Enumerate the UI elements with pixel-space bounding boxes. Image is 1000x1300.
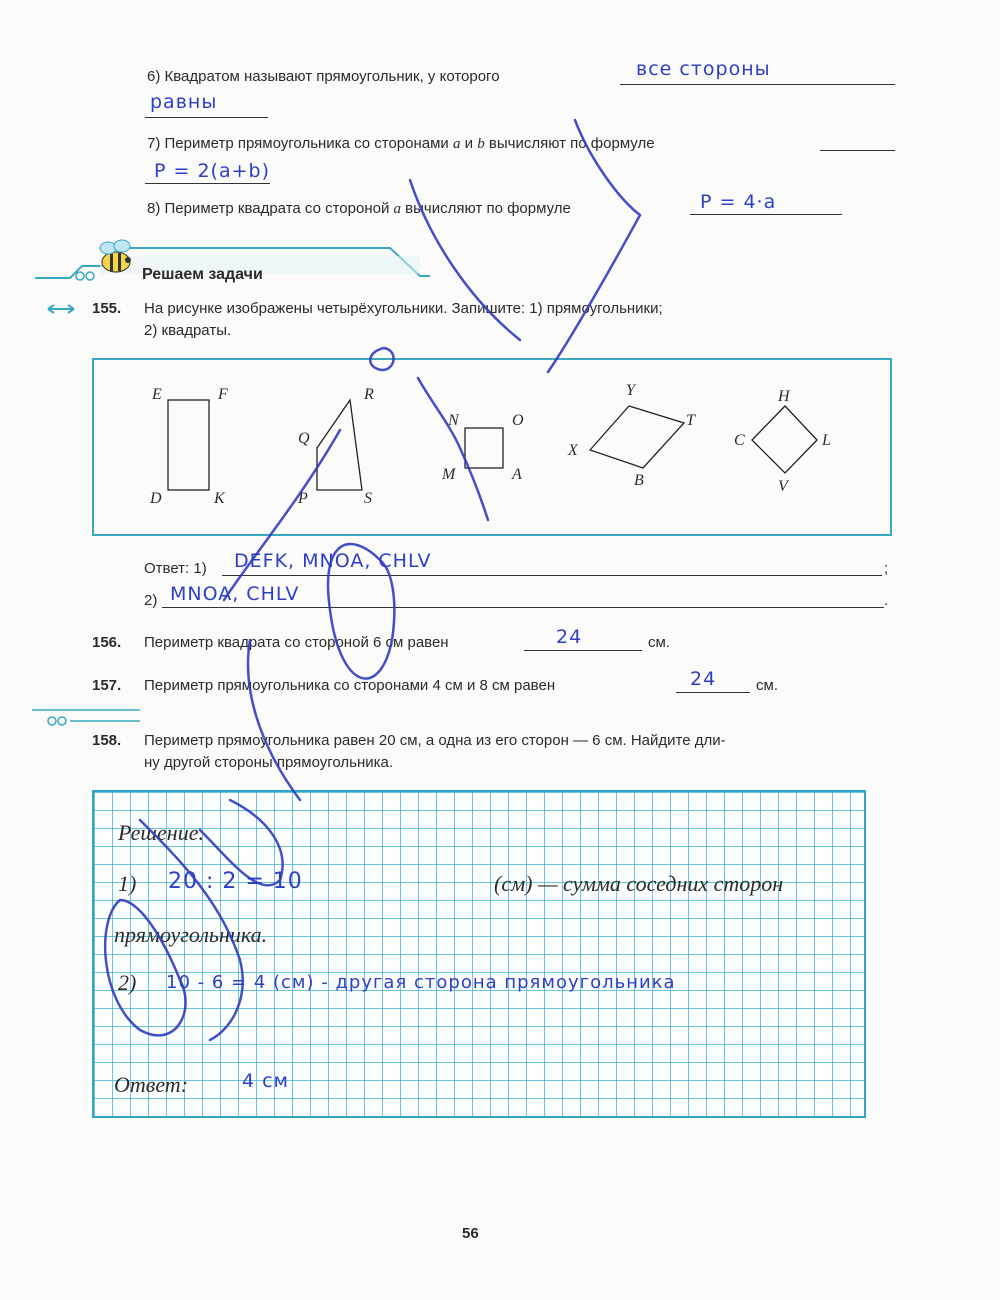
label-S: S [364,490,372,507]
var-a: a [452,136,461,152]
problem-157-number: 157. [92,677,122,694]
label-B: B [634,472,644,489]
answer-155-label-1: Ответ: 1) [144,560,207,577]
handwritten-final-answer: 4 см [242,1070,289,1092]
section-title: Решаем задачи [142,266,263,283]
answer-label: Ответ: [114,1072,189,1097]
handwritten-answer-155-2: MNOA, CHLV [170,583,300,605]
label-Q: Q [298,430,310,447]
label-T: T [686,412,695,429]
page-number: 56 [462,1225,479,1242]
var-b: b [477,136,485,152]
answer-155-label-2: 2) [144,592,158,609]
handwritten-answer-157: 24 [690,668,717,690]
answer-155-end-1: ; [884,560,889,577]
label-N: N [448,412,459,429]
label-F: F [218,386,228,403]
problem-155-text-2: 2) квадраты. [144,322,232,339]
label-X: X [568,442,578,459]
problem-158-number: 158. [92,732,122,749]
handwritten-answer-156: 24 [556,626,583,648]
statement-6: 6) Квадратом называют прямоугольник, у которого [147,68,500,85]
problem-156-text: Периметр квадрата со стороной 6 см равен [144,634,449,651]
label-E: E [152,386,162,403]
var-a-8: a [393,201,401,217]
solution-step-1-number: 1) [118,871,137,896]
statement-7-end: вычисляют по формуле [488,135,655,152]
problem-155-number: 155. [92,300,122,317]
problem-157-text: Периметр прямоугольника со сторонами 4 см и 8 см равен [144,677,556,694]
statement-7-text: 7) Периметр прямоугольника со сторонами [147,135,449,152]
label-O: O [512,412,524,429]
handwritten-answer-7: P = 2(a+b) [154,160,270,182]
label-M: M [442,466,456,483]
label-K: K [214,490,225,507]
label-A: A [512,466,522,483]
problem-158-text-1: Периметр прямоугольника равен 20 см, а одна из его сторон — 6 см. Найдите дли- [144,732,726,749]
label-L: L [822,432,831,449]
label-R: R [364,386,374,403]
label-C: C [734,432,745,449]
handwritten-answer-155-1: DEFK, MNOA, CHLV [234,550,432,572]
statement-8-text: 8) Периметр квадрата со стороной [147,200,390,217]
solution-title: Решение. [118,820,204,845]
solution-step-1-cont: прямоугольника. [114,922,268,947]
problem-158-text-2: ну другой стороны прямоугольника. [144,754,394,771]
handwritten-answer-8: P = 4·a [700,191,777,213]
label-Y: Y [626,382,635,399]
statement-8-end: вычисляют по формуле [405,200,571,217]
problem-157-unit: см. [756,677,778,694]
label-D: D [150,490,162,507]
label-H: H [778,388,790,405]
statement-7-and: и [464,135,474,152]
handwritten-step-2: 10 - 6 = 4 (см) - другая сторона прямоугольника [166,972,676,993]
problem-156-unit: см. [648,634,670,651]
label-P: P [298,490,308,507]
problem-155-text-1: На рисунке изображены четырёхугольники. Запишите: 1) прямоугольники; [144,300,663,317]
handwritten-answer-6a: все стороны [636,58,771,80]
problem-156-number: 156. [92,634,122,651]
solution-step-2-number: 2) [118,970,137,995]
solution-step-1-tail: (см) — сумма соседних сторон [494,871,784,896]
handwritten-step-1: 20 : 2 = 10 [168,869,303,894]
handwritten-answer-6b: равны [150,91,218,113]
label-V: V [778,478,788,495]
answer-155-end-2: . [884,592,889,609]
